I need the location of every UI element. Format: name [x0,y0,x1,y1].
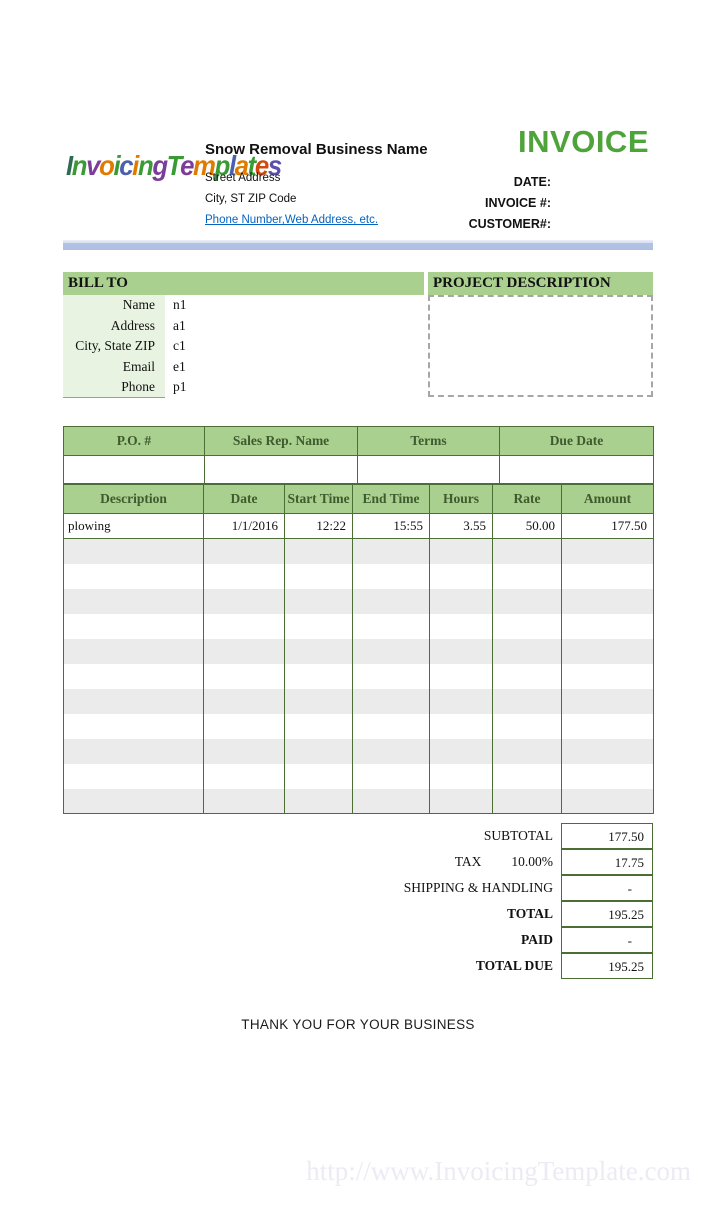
items-column-header: Description [64,485,204,514]
po-column-header: Terms [358,427,500,456]
item-empty-cell[interactable] [64,639,204,664]
items-column-header: Hours [430,485,493,514]
item-empty-cell[interactable] [64,739,204,764]
total-row [63,875,653,901]
logo-letter: v [86,150,100,181]
item-cell[interactable]: 3.55 [430,514,493,539]
logo-letter: c [119,150,133,181]
totals-section [63,823,653,979]
bill-to-field-label: Address [63,316,165,337]
item-empty-row [64,639,654,664]
street-address: Street Address [205,172,281,184]
logo-letter: t [247,150,255,181]
item-empty-cell[interactable] [285,539,353,564]
item-empty-cell[interactable] [430,664,493,689]
item-empty-cell[interactable] [493,664,562,689]
po-column-header: P.O. # [64,427,205,456]
item-empty-cell[interactable] [493,764,562,789]
po-input-cell[interactable] [358,456,500,484]
item-empty-cell[interactable] [562,764,654,789]
item-empty-cell[interactable] [493,789,562,814]
item-empty-cell[interactable] [285,789,353,814]
item-empty-cell[interactable] [353,614,430,639]
bill-to-field-label: Phone [63,377,165,398]
section-headers [63,272,653,295]
item-empty-row [64,539,654,564]
item-empty-cell[interactable] [493,689,562,714]
item-empty-cell[interactable] [64,664,204,689]
item-empty-cell[interactable] [204,689,285,714]
total-value-box[interactable] [561,901,653,927]
bill-to-field-label: City, State ZIP [63,336,165,357]
total-value-box[interactable] [561,953,653,979]
po-input-cell[interactable] [205,456,358,484]
item-cell[interactable]: 1/1/2016 [204,514,285,539]
item-empty-cell[interactable] [64,714,204,739]
bill-to-field-value[interactable]: p1 [173,379,187,394]
total-value: 195.25 [608,906,644,922]
logo-letter: I [66,150,72,181]
item-empty-cell[interactable] [562,714,654,739]
header-divider [63,240,653,250]
item-empty-cell[interactable] [285,614,353,639]
item-empty-cell[interactable] [353,639,430,664]
contact-link[interactable]: Phone Number,Web Address, etc. [205,214,379,226]
logo-letter: n [137,150,153,181]
bill-to-row [63,377,424,398]
total-value: 177.50 [608,828,644,844]
item-empty-cell[interactable] [64,764,204,789]
items-table [63,484,654,814]
item-empty-cell[interactable] [353,764,430,789]
item-empty-row [64,589,654,614]
item-empty-cell[interactable] [64,589,204,614]
total-row [63,849,653,875]
total-label: SHIPPING & HANDLING [403,880,553,895]
item-empty-cell[interactable] [430,564,493,589]
item-cell[interactable]: 12:22 [285,514,353,539]
item-empty-row [64,664,654,689]
item-empty-cell[interactable] [430,589,493,614]
item-empty-cell[interactable] [430,689,493,714]
item-empty-cell[interactable] [204,639,285,664]
item-empty-cell[interactable] [353,689,430,714]
item-empty-cell[interactable] [430,764,493,789]
item-empty-cell[interactable] [204,664,285,689]
item-empty-cell[interactable] [430,539,493,564]
items-column-header: Start Time [285,485,353,514]
total-row [63,901,653,927]
business-name: Snow Removal Business Name [205,141,428,158]
project-description-box[interactable] [428,295,653,397]
item-empty-cell[interactable] [562,614,654,639]
item-empty-cell[interactable] [430,614,493,639]
item-empty-cell[interactable] [204,764,285,789]
items-column-header: Amount [562,485,654,514]
item-empty-cell[interactable] [562,564,654,589]
item-empty-cell[interactable] [353,589,430,614]
bill-to-field-label: Name [63,295,165,316]
logo-letter: p [214,150,229,181]
item-empty-row [64,614,654,639]
bill-to-field-value[interactable]: c1 [173,338,186,353]
items-column-header: Date [204,485,285,514]
item-empty-cell[interactable] [353,539,430,564]
item-empty-cell[interactable] [493,739,562,764]
item-empty-cell[interactable] [430,739,493,764]
total-value: - [627,880,632,896]
items-column-header: Rate [493,485,562,514]
item-empty-cell[interactable] [562,789,654,814]
item-cell[interactable]: 177.50 [562,514,654,539]
logo-letter: m [193,150,215,181]
item-cell[interactable]: 50.00 [493,514,562,539]
item-empty-cell[interactable] [204,564,285,589]
invoice-number-label: INVOICE #: [485,196,551,210]
item-empty-row [64,564,654,589]
item-empty-cell[interactable] [204,589,285,614]
items-table-header-row [64,485,654,514]
item-row [64,514,654,539]
po-input-cell[interactable] [64,456,205,484]
logo-letter: T [166,150,181,181]
item-empty-cell[interactable] [285,714,353,739]
item-empty-cell[interactable] [353,664,430,689]
watermark-url: http://www.InvoicingTemplate.com [306,1156,691,1186]
item-empty-cell[interactable] [64,539,204,564]
item-empty-cell[interactable] [493,564,562,589]
invoice-header [63,124,653,240]
item-empty-cell[interactable] [562,739,654,764]
total-value-box[interactable] [561,927,653,953]
total-value: 195.25 [608,958,644,974]
invoice-title: INVOICE [518,124,649,159]
item-empty-cell[interactable] [430,789,493,814]
bill-to-field-label: Email [63,357,165,378]
item-cell[interactable]: plowing [64,514,204,539]
total-label: TAX [454,854,482,869]
total-row [63,823,653,849]
item-empty-cell[interactable] [64,614,204,639]
item-empty-row [64,789,654,814]
item-empty-cell[interactable] [285,764,353,789]
item-empty-cell[interactable] [204,614,285,639]
item-empty-cell[interactable] [285,589,353,614]
logo-letter: n [71,150,87,181]
item-empty-cell[interactable] [204,789,285,814]
total-label: SUBTOTAL [483,828,553,843]
po-column-header: Sales Rep. Name [205,427,358,456]
po-column-header: Due Date [500,427,654,456]
logo-letter: g [152,150,167,181]
item-empty-cell[interactable] [493,714,562,739]
bill-to-row [63,295,424,316]
item-empty-row [64,689,654,714]
po-input-cell[interactable] [500,456,654,484]
item-cell[interactable]: 15:55 [353,514,430,539]
city-state-zip: City, ST ZIP Code [205,193,297,205]
total-value-box[interactable] [561,823,653,849]
item-empty-row [64,764,654,789]
item-empty-cell[interactable] [204,714,285,739]
po-table [63,426,654,484]
items-column-header: End Time [353,485,430,514]
bill-to-field-value[interactable]: n1 [173,297,187,312]
billto-project-section [63,272,653,398]
invoice-meta-labels [469,172,551,235]
item-empty-cell[interactable] [285,739,353,764]
item-empty-cell[interactable] [562,639,654,664]
bill-to-field-value[interactable]: e1 [173,358,186,374]
item-empty-cell[interactable] [493,589,562,614]
bill-to-fields [63,295,424,398]
date-label: DATE: [513,175,551,189]
thank-you-message: THANK YOU FOR YOUR BUSINESS [241,1017,475,1032]
item-empty-cell[interactable] [430,714,493,739]
total-value-box[interactable] [561,849,653,875]
logo-letter: e [254,150,268,181]
item-empty-cell[interactable] [285,664,353,689]
total-row [63,953,653,979]
item-empty-cell[interactable] [562,589,654,614]
item-empty-cell[interactable] [64,789,204,814]
logo-letter: s [267,150,281,181]
total-label: PAID [521,932,553,947]
po-table-header-row [64,427,654,456]
bill-to-row [63,336,424,357]
item-empty-cell[interactable] [430,639,493,664]
item-empty-row [64,739,654,764]
customer-number-label: CUSTOMER#: [468,217,551,231]
item-empty-cell[interactable] [285,689,353,714]
item-empty-cell[interactable] [562,664,654,689]
item-empty-cell[interactable] [353,739,430,764]
item-empty-cell[interactable] [493,539,562,564]
logo-letter: i [113,150,120,181]
item-empty-cell[interactable] [353,564,430,589]
total-label: TOTAL [506,906,553,921]
total-value-box[interactable] [561,875,653,901]
total-value: 17.75 [614,854,644,870]
item-empty-cell[interactable] [64,689,204,714]
project-description-header: PROJECT DESCRIPTION [428,272,653,295]
bill-to-row [63,316,424,337]
item-empty-cell[interactable] [285,639,353,664]
item-empty-cell[interactable] [64,564,204,589]
item-empty-row [64,714,654,739]
item-empty-cell[interactable] [353,789,430,814]
bill-to-header: BILL TO [63,272,424,295]
logo-letter: a [234,150,248,181]
logo-letter: e [180,150,194,181]
po-table-input-row [64,456,654,484]
logo-letter: i [132,150,138,181]
item-empty-cell[interactable] [204,739,285,764]
total-label: TOTAL DUE [475,958,553,973]
item-empty-cell[interactable] [562,689,654,714]
logo-letter: l [228,150,235,181]
item-empty-cell[interactable] [353,714,430,739]
total-extra-value: 10.00% [511,854,553,869]
total-row [63,927,653,953]
bill-to-row [63,357,424,378]
logo-letter: o [99,150,114,181]
item-empty-cell[interactable] [204,539,285,564]
item-empty-cell[interactable] [285,564,353,589]
total-value: - [627,932,632,948]
item-empty-cell[interactable] [562,539,654,564]
item-empty-cell[interactable] [493,639,562,664]
item-empty-cell[interactable] [493,614,562,639]
bill-to-field-value[interactable]: a1 [173,317,186,333]
